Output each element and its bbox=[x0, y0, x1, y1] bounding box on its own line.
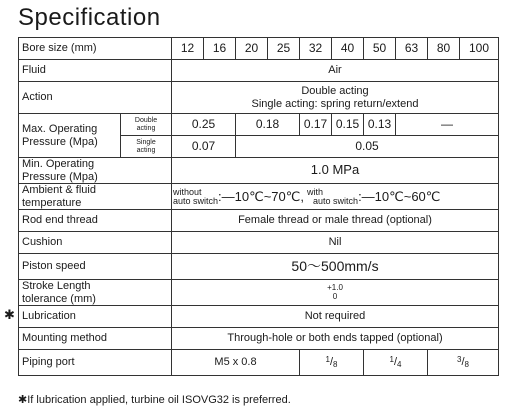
fraction-numerator: 3 bbox=[457, 354, 462, 364]
lubrication-label: Lubrication bbox=[22, 310, 76, 323]
fraction-denominator: 8 bbox=[333, 359, 338, 369]
tolerance-lower: 0 bbox=[332, 291, 338, 301]
action-row bbox=[19, 82, 499, 114]
min-pressure-label bbox=[19, 158, 172, 184]
piping-label: Piping port bbox=[19, 350, 172, 376]
fraction-denominator: 4 bbox=[397, 359, 402, 369]
specification-table bbox=[4, 37, 499, 376]
sublabel-line: acting bbox=[136, 146, 156, 154]
pressure-value: 0.18 bbox=[236, 114, 300, 136]
bore-size-value: 80 bbox=[428, 38, 460, 60]
piping-row bbox=[19, 350, 499, 376]
mounting-row bbox=[19, 328, 499, 350]
cushion-row bbox=[19, 232, 499, 254]
tolerance-upper: +1.0 bbox=[327, 282, 343, 292]
piston-speed-value: 50～500mm/s bbox=[172, 254, 499, 280]
fluid-label: Fluid bbox=[19, 60, 172, 82]
footnote: ✱If lubrication applied, turbine oil ISOVG32 is preferred. bbox=[18, 394, 291, 406]
temperature-row bbox=[19, 184, 499, 210]
piston-speed-label: Piston speed bbox=[19, 254, 172, 280]
fraction-denominator: 8 bbox=[464, 359, 469, 369]
pressure-value: — bbox=[396, 114, 499, 136]
piping-fraction: $^1/_4$ bbox=[364, 350, 428, 376]
bore-size-value: 20 bbox=[236, 38, 268, 60]
double-acting-sublabel bbox=[121, 114, 172, 136]
bore-size-value: 40 bbox=[332, 38, 364, 60]
stroke-label-line: Stroke Length bbox=[22, 280, 91, 293]
action-value bbox=[172, 82, 499, 114]
cushion-label: Cushion bbox=[19, 232, 172, 254]
pressure-value: 0.13 bbox=[364, 114, 396, 136]
max-pressure-label bbox=[19, 114, 121, 158]
pressure-value: 0.07 bbox=[172, 136, 236, 158]
mounting-label: Mounting method bbox=[19, 328, 172, 350]
temperature-label bbox=[19, 184, 172, 210]
bore-size-value: 16 bbox=[204, 38, 236, 60]
piping-m5: M5 x 0.8 bbox=[172, 350, 300, 376]
min-pressure-label-line: Pressure (Mpa) bbox=[22, 170, 98, 183]
piping-fraction: $^3/_8$ bbox=[428, 350, 499, 376]
without-range: :—10℃~70℃, bbox=[218, 188, 304, 204]
piping-fraction: $^1/_8$ bbox=[300, 350, 364, 376]
fraction-numerator: 1 bbox=[389, 354, 394, 364]
bore-size-value: 25 bbox=[268, 38, 300, 60]
asterisk-icon: ✱ bbox=[4, 307, 15, 322]
with-auto-switch bbox=[307, 188, 358, 206]
min-pressure-value: 1.0 MPa bbox=[172, 158, 499, 184]
without-auto-switch bbox=[173, 188, 218, 206]
min-pressure-label-line: Min. Operating bbox=[22, 158, 95, 171]
mounting-value: Through-hole or both ends tapped (optional) bbox=[172, 328, 499, 350]
bore-size-value: 50 bbox=[364, 38, 396, 60]
piston-speed-row bbox=[19, 254, 499, 280]
max-pressure-label-line: Max. Operating bbox=[22, 123, 98, 136]
max-pressure-double-row bbox=[19, 114, 499, 136]
bore-size-value: 63 bbox=[396, 38, 428, 60]
without-line: auto switch bbox=[173, 195, 219, 206]
temperature-label-line: temperature bbox=[22, 196, 82, 209]
sublabel-line: Single bbox=[136, 138, 156, 146]
single-acting-sublabel bbox=[121, 136, 172, 158]
page-title: Specification bbox=[18, 4, 161, 31]
bore-size-value: 12 bbox=[172, 38, 204, 60]
bore-size-label: Bore size (mm) bbox=[19, 38, 172, 60]
with-line: auto switch bbox=[313, 195, 359, 206]
bore-size-value: 32 bbox=[300, 38, 332, 60]
min-pressure-row bbox=[19, 158, 499, 184]
without-line: without bbox=[173, 186, 202, 197]
fluid-value: Air bbox=[172, 60, 499, 82]
pressure-value: 0.17 bbox=[300, 114, 332, 136]
lubrication-row bbox=[19, 306, 499, 328]
action-label: Action bbox=[19, 82, 172, 114]
with-range: :—10℃~60℃ bbox=[358, 188, 441, 204]
cushion-value: Nil bbox=[172, 232, 499, 254]
sublabel-line: acting bbox=[136, 124, 156, 132]
action-line: Single acting: spring return/extend bbox=[251, 97, 419, 110]
rod-end-row bbox=[19, 210, 499, 232]
temperature-label-line: Ambient & fluid bbox=[22, 184, 96, 197]
lubrication-label-cell bbox=[4, 306, 172, 328]
max-pressure-label-line: Pressure (Mpa) bbox=[22, 135, 98, 148]
lubrication-value: Not required bbox=[172, 306, 499, 328]
rod-end-value: Female thread or male thread (optional) bbox=[172, 210, 499, 232]
stroke-row bbox=[19, 280, 499, 306]
pressure-value: 0.25 bbox=[172, 114, 236, 136]
fraction-numerator: 1 bbox=[325, 354, 330, 364]
rod-end-label: Rod end thread bbox=[19, 210, 172, 232]
bore-size-value: 100 bbox=[460, 38, 499, 60]
stroke-label bbox=[19, 280, 172, 306]
fluid-row bbox=[19, 60, 499, 82]
with-line: with bbox=[307, 186, 324, 197]
sublabel-line: Double bbox=[134, 116, 158, 124]
bore-size-row bbox=[19, 38, 499, 60]
action-line: Double acting bbox=[301, 85, 369, 98]
pressure-value: 0.05 bbox=[236, 136, 499, 158]
pressure-value: 0.15 bbox=[332, 114, 364, 136]
temperature-value bbox=[172, 184, 499, 210]
stroke-tolerance bbox=[172, 280, 499, 306]
stroke-label-line: tolerance (mm) bbox=[22, 292, 96, 305]
